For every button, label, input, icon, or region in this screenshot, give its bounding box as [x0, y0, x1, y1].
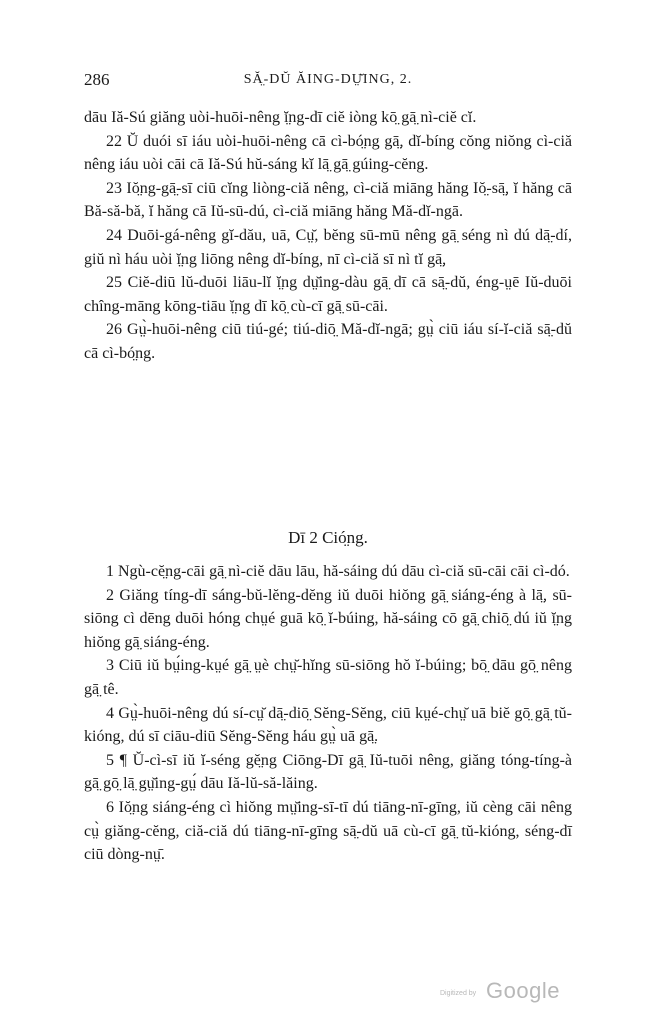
page-header [84, 70, 572, 94]
paragraph: 22 Ŭ duói sī iáu uòi-huōi-nêng cā cì-bó̤ng gā̤, dĭ-bíng cŏng niŏng cì-ciă nêng iáu uòi cāi cā Iă-Sú hŭ-sáng kĭ lā̤ gā̤ gúing-cĕng. [84, 132, 572, 174]
google-logo: Google [486, 978, 560, 1003]
paragraph: 25 Ciĕ-diū lŭ-duōi liāu-lĭ ĭ̤ng dṳ̆ing-dàu gā̤ dī cā sā̤-dŭ, éng-ṳē Iŭ-duōi chîng-māng kōng-tiāu ĭ̤ng dī kō̤ cù-cī gā̤ sū-cāi. [84, 274, 572, 315]
page-number: 286 [84, 70, 110, 89]
watermark-prefix: Digitized by [440, 990, 477, 997]
paragraph: 1 Ngù-cĕ̤ng-cāi gā̤ nì-ciĕ dāu lāu, hă-sáing dú dāu cì-ciă sū-cāi cāi cì-dó. [106, 563, 570, 580]
paragraph: 6 Iŏ̤ng siáng-éng cì hiŏng mṳ̆ing-sī-tī dú tiāng-nī-gīng, iŭ cèng cāi nêng cṳ̀ giăng-cĕng, ciă-ciă dú tiāng-nī-gīng sā̤-dŭ uā cù-cī gā̤ tŭ-kióng, séng-dī ciū dòng-nṳ̄. [84, 798, 572, 864]
chapter-2-text [84, 560, 572, 867]
digitized-watermark [440, 978, 572, 1006]
chapter-1-text [84, 106, 572, 366]
paragraph: 26 Gṳ̀-huōi-nêng ciū tiú-gé; tiú-diō̤ Mă-dĭ-ngā; gṳ̀ ciū iáu sí-ĭ-ciă sā̤-dŭ cā cì-bó̤ng. [84, 321, 572, 362]
paragraph: 5 ¶ Ŭ-cì-sī iŭ ĭ-séng gĕ̤ng Ciōng-Dī gā̤ Iŭ-tuōi nêng, giăng tóng-tíng-à gā̤ gō̤ lā̤ gṳ̆ing-gṳ́ dāu Iă-lŭ-să-lăing. [84, 751, 572, 793]
chapter-heading: Dī 2 Ció̤ng. [288, 528, 368, 547]
paragraph: 4 Gṳ̀-huōi-nêng dú sí-cṳ̆ dā̤-diō̤ Sĕng-Sĕng, ciū kṳé-chṳ̆ uā biĕ gō̤ gā̤ tŭ-kióng, dú sī ciāu-diū Sĕng-Sĕng háu gṳ̀ uā gā̤. [84, 704, 572, 746]
paragraph: 2 Giăng tíng-dī sáng-bŭ-lĕng-dĕng iŭ duōi hiŏng gā̤ siáng-éng à lā̤, sū-siōng cì dēng duōi hóng chṳé guā kō̤ ĭ-búing, hă-sáing cō gā̤ chiō̤ dú iŭ ĭ̤ng hiŏng gā̤ siáng-éng. [84, 586, 572, 651]
paragraph: 24 Duōi-gá-nêng gĭ-dău, uā, Cṳ̆, bĕng sū-mū nêng gā̤ séng nì dú dā̤-dí, giŭ nì háu uòi ĭ̤ng liōng nêng dĭ-bíng, nī cì-ciă sī nì tĭ gā̤, [84, 226, 572, 268]
paragraph: 3 Ciū iŭ bṳ́ing-kṳé gā̤ ṳè chṳ̆-hĭng sū-siōng hŏ ĭ-búing; bō̤ dāu gō̤ nêng gā̤ tê. [84, 657, 572, 698]
paragraph: 23 Iŏ̤ng-gā̤-sī ciū cĭng liòng-ciă nêng, cì-ciă miāng hăng Iŏ̤-sā̤, ĭ hăng cā Bă-să-bă, ĭ hăng cā Iŭ-sū-dú, cì-ciă miāng hăng Mă-dĭ-ngā. [84, 179, 572, 221]
paragraph: dāu Iă-Sú giăng uòi-huōi-nêng ĭ̤ng-dī ciĕ iòng kō̤ gā̤ nì-ciĕ cĭ. [84, 109, 477, 126]
running-title: SĂ̤-DŬ ĂING-DṲ̆ING, 2. [243, 72, 413, 87]
